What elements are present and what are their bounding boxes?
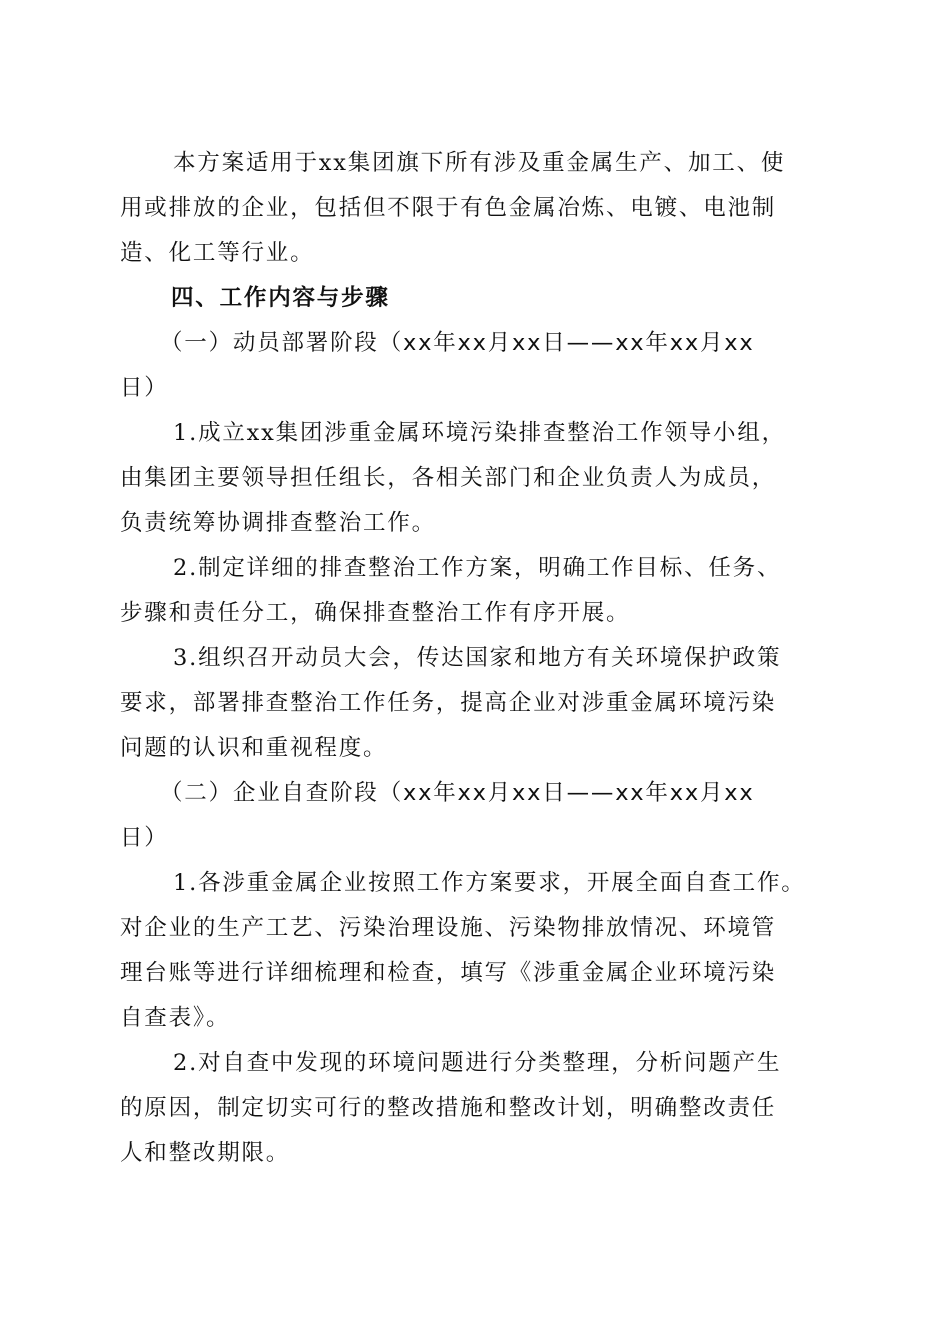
subheading-mobilization-cont: 日） (120, 375, 169, 401)
list-item-line: 人和整改期限。 (120, 1140, 291, 1166)
list-item-line: 2.制定详细的排查整治工作方案，明确工作目标、任务、 (173, 555, 782, 581)
list-item-line: 由集团主要领导担任组长，各相关部门和企业负责人为成员， (120, 465, 777, 491)
subheading-self-inspection-cont: 日） (120, 825, 169, 851)
list-item-line: 问题的认识和重视程度。 (120, 735, 388, 761)
list-item-line: 负责统筹协调排查整治工作。 (120, 510, 436, 536)
subheading-mobilization: （一）动员部署阶段（xx年xx月xx日——xx年xx月xx (160, 330, 755, 356)
list-item-line: 1.成立xx集团涉重金属环境污染排查整治工作领导小组， (173, 420, 786, 446)
section-heading: 四、工作内容与步骤 (171, 285, 390, 311)
paragraph-scope-line-3: 造、化工等行业。 (120, 240, 315, 266)
list-item-line: 2.对自查中发现的环境问题进行分类整理，分析问题产生 (173, 1050, 782, 1076)
list-item-line: 自查表》。 (120, 1005, 231, 1031)
list-item-line: 1.各涉重金属企业按照工作方案要求，开展全面自查工作。 (173, 870, 806, 896)
paragraph-scope-line-1: 本方案适用于xx集团旗下所有涉及重金属生产、加工、使 (173, 150, 786, 176)
list-item-line: 步骤和责任分工，确保排查整治工作有序开展。 (120, 600, 631, 626)
document-body (120, 141, 830, 1176)
list-item-line: 3.组织召开动员大会，传达国家和地方有关环境保护政策 (173, 645, 782, 671)
list-item-line: 要求，部署排查整治工作任务，提高企业对涉重金属环境污染 (120, 690, 777, 716)
list-item-line: 理台账等进行详细梳理和检查，填写《涉重金属企业环境污染 (120, 960, 777, 986)
subheading-self-inspection: （二）企业自查阶段（xx年xx月xx日——xx年xx月xx (160, 780, 755, 806)
paragraph-scope-line-2: 用或排放的企业，包括但不限于有色金属冶炼、电镀、电池制 (120, 195, 777, 221)
list-item-line: 的原因，制定切实可行的整改措施和整改计划，明确整改责任 (120, 1095, 777, 1121)
list-item-line: 对企业的生产工艺、污染治理设施、污染物排放情况、环境管 (120, 915, 777, 941)
